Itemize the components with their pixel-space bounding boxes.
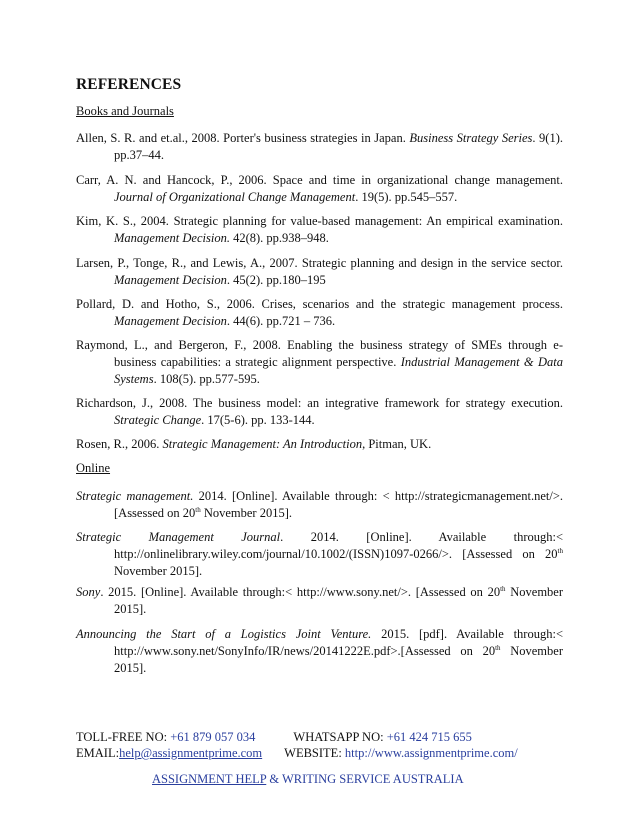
reference-details: . 108(5). pp.577-595. [153, 372, 260, 386]
online-reference-details: . 2015. [Online]. Available through:< http://www.sony.net/>. [Assessed on 20 [100, 585, 501, 599]
online-section-label: Online [76, 461, 111, 475]
online-reference-details: 2015. [pdf]. Available through:< http://www.sony.net/SonyInfo/IR/news/20141222E.pdf>.[Assessed on 20 [114, 627, 563, 658]
reference-entry [76, 296, 563, 330]
reference-details: . 19(5). pp.545–557. [355, 190, 458, 204]
online-reference-entry [76, 584, 563, 618]
tollfree-number[interactable]: +61 879 057 034 [170, 730, 256, 744]
online-reference-title: Announcing the Start of a Logistics Joint Venture. [76, 627, 372, 641]
reference-text: Larsen, P., Tonge, R., and Lewis, A., 2007. Strategic planning and design in the service sector. [76, 256, 563, 270]
ordinal-suffix: th [557, 546, 563, 555]
email-link[interactable]: help@assignmentprime.com [119, 746, 263, 760]
reference-entry [76, 255, 563, 289]
reference-source: Management Decision [114, 273, 227, 287]
online-reference-details: . 2014. [Online]. Available through:< http://onlinelibrary.wiley.com/journal/10.1002/(ISSN)1097-0266/>. [Assessed on 20 [114, 530, 563, 561]
online-reference-title: Strategic Management Journal [76, 530, 281, 544]
books-section-label: Books and Journals [76, 104, 174, 118]
online-reference-date: November 2015]. [200, 506, 292, 520]
online-reference-entry [76, 488, 563, 522]
online-reference-date: November 2015]. [114, 564, 203, 578]
reference-entry [76, 395, 563, 429]
reference-entry [76, 213, 563, 247]
footer-contact-line-2 [76, 745, 518, 762]
online-reference-entry [76, 529, 563, 580]
reference-source: Business Strategy Series [409, 131, 533, 145]
reference-source: Management Decision. [114, 231, 230, 245]
email-label: EMAIL: [76, 746, 120, 760]
online-reference-entry [76, 626, 563, 677]
references-heading: REFERENCES [76, 76, 182, 93]
whatsapp-number[interactable]: +61 424 715 655 [386, 730, 472, 744]
online-reference-date: November 2015]. [114, 644, 563, 675]
reference-text: Allen, S. R. and et.al., 2008. Porter's business strategies in Japan. [76, 131, 410, 145]
reference-source: Industrial Management & Data Systems [114, 355, 563, 386]
reference-source: Strategic Change [114, 413, 202, 427]
footer-contact-line-1 [76, 729, 472, 746]
reference-details: 42(8). pp.938–948. [229, 231, 329, 245]
website-label: WEBSITE: [284, 746, 345, 760]
reference-text: Richardson, J., 2008. The business model: an integrative framework for strategy execution. [76, 396, 563, 410]
ordinal-suffix: th [195, 505, 201, 514]
reference-text: Kim, K. S., 2004. Strategic planning for value-based management: An empirical examination. [76, 214, 563, 228]
reference-text: Rosen, R., 2006. [76, 437, 163, 451]
reference-details: . 44(6). pp.721 – 736. [226, 314, 336, 328]
footer-brand-line [152, 771, 464, 788]
reference-text: Carr, A. N. and Hancock, P., 2006. Space and time in organizational change management. [76, 173, 563, 187]
reference-entry [76, 172, 563, 206]
reference-text: Pollard, D. and Hotho, S., 2006. Crises, scenarios and the strategic management process. [76, 297, 563, 311]
reference-source: Journal of Organizational Change Management [114, 190, 356, 204]
tollfree-label: TOLL-FREE NO: [76, 730, 171, 744]
ordinal-suffix: th [495, 643, 501, 652]
reference-details: , Pitman, UK. [362, 437, 432, 451]
online-reference-title: Sony [76, 585, 101, 599]
website-link[interactable]: http://www.assignmentprime.com/ [344, 746, 518, 760]
brand-link[interactable]: ASSIGNMENT HELP [152, 772, 267, 786]
online-reference-date: November 2015]. [114, 585, 564, 616]
online-reference-title: Strategic management. [76, 489, 194, 503]
reference-entry [76, 130, 563, 164]
ordinal-suffix: th [500, 584, 506, 593]
brand-tagline: & WRITING SERVICE AUSTRALIA [266, 772, 464, 786]
reference-details: . 45(2). pp.180–195 [226, 273, 326, 287]
reference-entry [76, 337, 563, 388]
reference-details: . 17(5-6). pp. 133-144. [201, 413, 315, 427]
reference-source: Management Decision [114, 314, 227, 328]
reference-source: Strategic Management: An Introduction [162, 437, 363, 451]
reference-text: Raymond, L., and Bergeron, F., 2008. Enabling the business strategy of SMEs through e-business capabilities: a strategic alignment perspective. [76, 338, 563, 369]
reference-details: . 9(1). pp.37–44. [114, 131, 563, 162]
online-reference-details: 2014. [Online]. Available through: < http://strategicmanagement.net/>. [Assessed on 20 [114, 489, 563, 520]
reference-entry [76, 436, 563, 453]
whatsapp-label: WHATSAPP NO: [293, 730, 387, 744]
